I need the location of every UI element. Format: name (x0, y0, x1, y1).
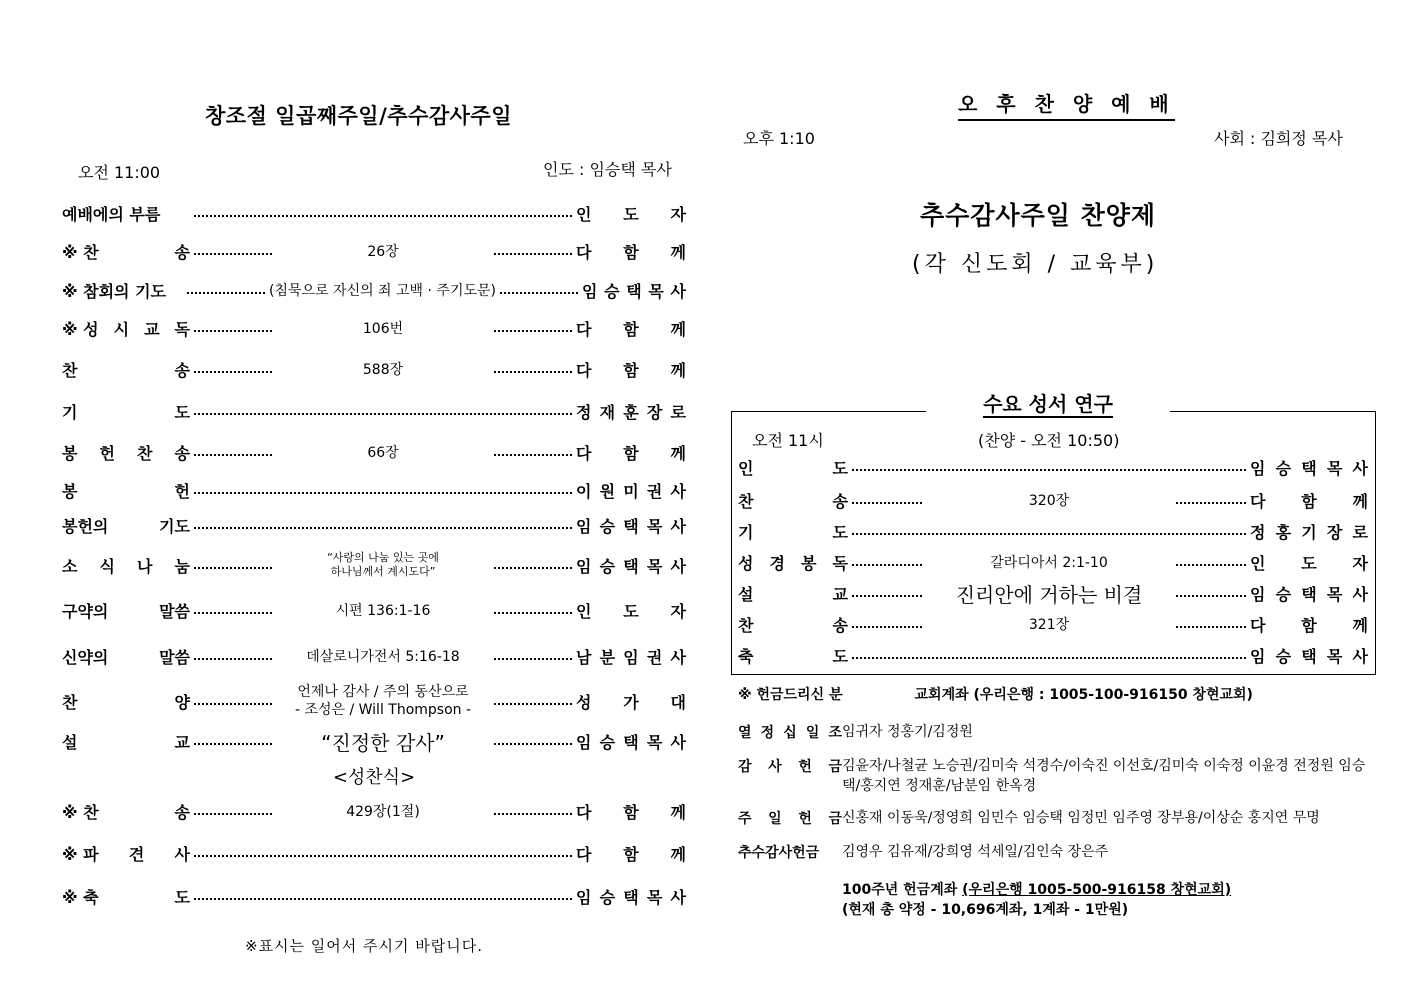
dot-leader (1176, 502, 1246, 504)
dot-leader (194, 371, 272, 373)
item-detail: 320장 (1028, 493, 1070, 509)
item-label: 신약의 말씀 (62, 647, 190, 667)
item-detail: 시편 136:1-16 (335, 603, 431, 619)
dot-leader (494, 612, 572, 614)
item-leader: 임 승 택 목 사 (1250, 458, 1368, 478)
offering-names: 김윤자/나철균 노승권/김미숙 석경수/이숙진 이선호/김미숙 이숙정 이윤경 전정원 임승택/홍지연 정재훈/남분임 한옥경 (842, 758, 1366, 794)
order-row (738, 549, 1368, 575)
dot-leader (852, 502, 922, 504)
item-leader: 다 함 께 (1250, 615, 1368, 635)
dot-leader (1176, 626, 1246, 628)
item-detail: “진정한 감사” (321, 730, 445, 755)
item-leader: 다 함 께 (576, 844, 686, 864)
dot-leader (194, 743, 272, 745)
item-label: 봉헌의 기도 (62, 516, 190, 536)
item-label: ※ 찬 송 (62, 802, 190, 822)
item-leader: 다 함 께 (576, 802, 686, 822)
order-row (738, 580, 1368, 606)
dot-leader (494, 743, 572, 745)
item-label: 인 도 (738, 458, 848, 478)
order-row (738, 487, 1368, 513)
item-detail: 언제나 감사 / 주의 동산으로 - 조성은 / Will Thompson - (294, 684, 472, 718)
item-detail: 데살로니가전서 5:16-18 (306, 649, 460, 665)
right-leader: 사회 : 김희정 목사 (1214, 129, 1343, 148)
dot-leader (194, 813, 272, 815)
dot-leader (852, 626, 922, 628)
item-leader: 정 재 훈 장 로 (576, 402, 686, 422)
dot-leader (194, 658, 272, 660)
offering-label: 감 사 헌 금 (738, 759, 842, 775)
item-label: 찬 양 (62, 692, 190, 712)
item-label: ※ 축 도 (62, 887, 190, 907)
order-row (62, 728, 686, 754)
item-label: 찬 송 (738, 491, 848, 511)
item-label: 봉 헌 (62, 481, 190, 501)
item-leader: 다 함 께 (576, 443, 686, 463)
order-row (62, 439, 686, 465)
order-row (62, 398, 686, 424)
item-detail: 갈라디아서 2:1-10 (990, 555, 1108, 571)
order-row (62, 277, 686, 303)
item-leader: 다 함 께 (1250, 491, 1368, 511)
item-leader: 이 원 미 권 사 (576, 481, 686, 501)
order-row (62, 238, 686, 264)
order-row (62, 200, 686, 226)
offering-names: 신홍재 이동욱/정영희 임민수 임승택 임정민 임주영 장부용/이상순 홍지연 무명 (842, 810, 1320, 826)
item-label: 소 식 나 눔 (62, 556, 190, 576)
event-title: 추수감사주일 찬양제 (920, 201, 1157, 230)
dot-leader (494, 703, 572, 705)
dot-leader (494, 253, 572, 255)
order-row (738, 611, 1368, 637)
item-leader: 임 승 택 목 사 (1250, 584, 1368, 604)
dot-leader (852, 657, 1246, 659)
order-row (62, 315, 686, 341)
right-title: 오 후 찬 양 예 배 (958, 88, 1175, 121)
bible-study-title: 수요 성서 연구 (926, 388, 1170, 417)
dot-leader (194, 567, 272, 569)
item-label: 구약의 말씀 (62, 601, 190, 621)
offering-names: 김영우 김유재/강희영 석세일/김인숙 장은주 (842, 844, 1109, 860)
order-row (62, 798, 686, 824)
item-label: 예배에의 부름 (62, 204, 161, 224)
dot-leader (494, 567, 572, 569)
offering-names: 임귀자 정홍기/김정원 (842, 724, 973, 740)
dot-leader (852, 469, 1246, 471)
item-leader: 정 홍 기 장 로 (1250, 522, 1368, 542)
right-service-time: 오후 1:10 (743, 129, 815, 148)
item-detail: 106번 (362, 321, 404, 337)
item-label: 설 교 (738, 584, 848, 604)
item-label: 성 경 봉 독 (738, 553, 848, 573)
item-leader: 임 승 택 목 사 (576, 887, 686, 907)
item-detail: 진리안에 거하는 비결 (955, 582, 1143, 607)
offering-row (738, 722, 1374, 742)
order-row (62, 512, 686, 538)
dot-leader (194, 253, 272, 255)
item-detail: 588장 (362, 362, 404, 378)
item-detail: 66장 (367, 445, 399, 461)
dot-leader (187, 292, 265, 294)
dot-leader (194, 215, 572, 217)
item-label: 기 도 (738, 522, 848, 542)
item-leader: 인 도 자 (576, 204, 686, 224)
dot-leader (194, 413, 572, 415)
dot-leader (194, 492, 572, 494)
item-label: ※ 성 시 교 독 (62, 319, 190, 339)
item-detail: 26장 (367, 244, 399, 260)
order-row (738, 454, 1368, 480)
item-label: ※ 참회의 기도 (62, 281, 166, 301)
dot-leader (852, 595, 922, 597)
item-detail: “사랑의 나눔 있는 곳에 하나님께서 계시도다” (327, 551, 439, 578)
dot-leader (500, 292, 578, 294)
item-leader: 다 함 께 (576, 360, 686, 380)
bible-study-praise-time: (찬양 - 오전 10:50) (978, 431, 1120, 450)
order-row (62, 883, 686, 909)
item-detail: 429장(1절) (346, 804, 420, 820)
dot-leader (852, 564, 922, 566)
dot-leader (194, 330, 272, 332)
dot-leader (852, 533, 1246, 535)
dot-leader (194, 855, 572, 857)
item-leader: 임 승 택 목 사 (576, 556, 686, 576)
dot-leader (1176, 595, 1246, 597)
century-account: 100주년 헌금계좌 (우리은행 1005-500-916158 창현교회) (현재 총 약정 - 10,696계좌, 1계좌 - 1만원) (842, 882, 1232, 918)
item-leader: 임 승 택 목 사 (582, 281, 686, 301)
standing-note: ※표시는 일어서 주시기 바랍니다. (245, 937, 484, 955)
item-leader: 인 도 자 (576, 601, 686, 621)
item-leader: 임 승 택 목 사 (576, 732, 686, 752)
item-label: 기 도 (62, 402, 190, 422)
dot-leader (494, 454, 572, 456)
dot-leader (494, 813, 572, 815)
item-label: ※ 파 견 사 (62, 844, 190, 864)
left-service-time: 오전 11:00 (78, 163, 161, 182)
account-line: ※ 헌금드리신 분 교회계좌 (우리은행 : 1005-100-916150 창현교회) (738, 687, 1253, 703)
item-leader: 인 도 자 (1250, 553, 1368, 573)
order-row (738, 518, 1368, 544)
offering-label: 열 정 십 일 조 (738, 725, 842, 741)
left-title: 창조절 일곱째주일/추수감사주일 (205, 104, 512, 128)
item-leader: 남 분 임 권 사 (576, 647, 686, 667)
dot-leader (494, 330, 572, 332)
dot-leader (194, 612, 272, 614)
item-label: 설 교 (62, 732, 190, 752)
offering-row (738, 808, 1374, 828)
bible-study-time: 오전 11시 (752, 431, 824, 450)
item-detail: (침묵으로 자신의 죄 고백 · 주기도문) (269, 283, 496, 299)
dot-leader (194, 703, 272, 705)
offering-label: 추수감사헌금 (738, 845, 820, 861)
order-row (62, 643, 686, 669)
offering-label: 주 일 헌 금 (738, 811, 842, 827)
item-leader: 성 가 대 (576, 692, 686, 712)
dot-leader (194, 454, 272, 456)
event-subtitle: (각 신도회 / 교육부) (912, 252, 1159, 277)
item-label: 봉 헌 찬 송 (62, 443, 190, 463)
item-leader: 다 함 께 (576, 319, 686, 339)
order-row (62, 356, 686, 382)
item-label: 축 도 (738, 646, 848, 666)
sacrament-heading: <성찬식> (332, 767, 416, 788)
item-leader: 임 승 택 목 사 (1250, 646, 1368, 666)
offering-row (738, 756, 1374, 796)
order-row (62, 684, 686, 718)
offering-row (738, 842, 1374, 862)
dot-leader (1176, 564, 1246, 566)
dot-leader (194, 527, 572, 529)
order-row (62, 597, 686, 623)
dot-leader (194, 898, 572, 900)
order-row (62, 840, 686, 866)
item-leader: 다 함 께 (576, 242, 686, 262)
item-detail: 321장 (1028, 617, 1070, 633)
left-leader: 인도 : 임승택 목사 (543, 160, 672, 179)
item-leader: 임 승 택 목 사 (576, 516, 686, 536)
order-row (62, 477, 686, 503)
dot-leader (494, 371, 572, 373)
order-row (62, 552, 686, 578)
order-row (738, 642, 1368, 668)
item-label: 찬 송 (738, 615, 848, 635)
item-label: 찬 송 (62, 360, 190, 380)
dot-leader (494, 658, 572, 660)
item-label: ※ 찬 송 (62, 242, 190, 262)
